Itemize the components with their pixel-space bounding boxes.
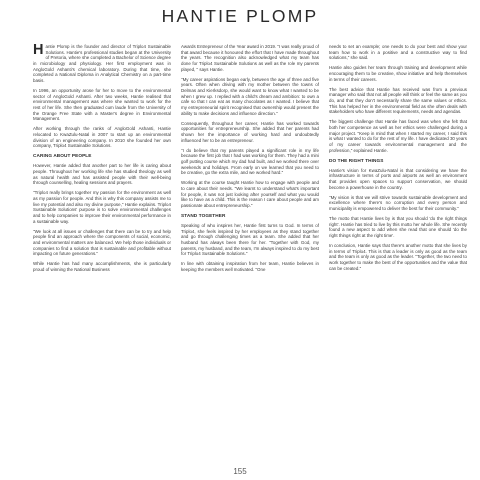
paragraph: Awards Entrepreneur of the Year award in 2019. "I was really proud of that award because it honoured the effort that I have made throughout the years. The recognition also acknowledged what my team has done for Triplo4 Sustainable Solutions as well as the role my parents played, " says Hantie. (181, 44, 319, 72)
paragraph: The best advice that Hantie has received was from a previous manager who said that not all people will think or feel the same as you do, and that they don't necessarily share the same values or ethics. This has helped her in the environmental field as she often deals with stakeholders who have different requirements, needs and agendas. (329, 86, 467, 115)
paragraph: Hantie's vision for KwaZulu-Natal is that considering we have the infrastructure in terms of ports and airports as well an environment that provides open spaces to support conservation, we should become a powerhouse in the country. (329, 167, 467, 190)
paragraph: "We look at all issues or challenges that there can be to try and help people find an approach where the components of social, economic, and environmental matters are balanced. We help those individuals or companies to find a solution that is sustainable and profitable without impacting on future generations." (33, 228, 171, 257)
paragraph: "I do believe that my parents played a significant role in my life because the first job that I had was working for them. They had a mini golf putting course which my dad had built, and we worked there over weekends and holidays. From early on we learned that you need to be creative, go the extra mile, and we worked hard." (181, 147, 319, 176)
paragraph: Hantie also guides her team through training and development while encouraging them to be creative, show initiative and help themselves in terms of their careers. (329, 65, 467, 82)
section-heading: DO THE RIGHT THINGS (329, 157, 384, 163)
text-column-1 (33, 44, 171, 277)
paragraph: Speaking of who inspires her, Hantie first turns to God. In terms of Triplo4, she feels inspired by her employees as they stand together and go through challenging times as a team. She added that her husband has always been there for her. "Together with God, my parents, my husband, and the team, I'm always inspired to do my best for Triplo4 Sustainable Solutions." (181, 223, 319, 257)
paragraph: In line with obtaining inspiration from her team, Hantie believes in keeping the members well motivated. "One (181, 261, 319, 273)
paragraph: "My vision is that we will strive towards sustainable development and excellence where there's no corruption and every person and municipality is empowered to deliver the best for their community." (329, 194, 467, 212)
paragraph: The biggest challenge that Hantie has faced was when she felt that both her competence as well as her ethics were challenged during a major project. "Keep in mind that when I started my career, I said this is what I wanted to do for the rest of my life. I have dedicated 30 years of my career towards environmental management and the profession," explained Hantie. (329, 119, 467, 153)
drop-cap: H (33, 42, 44, 58)
text-column-3 (329, 44, 467, 276)
text-column-2 (181, 44, 319, 277)
section-heading: CARING ABOUT PEOPLE (33, 153, 92, 159)
section-heading: STAND TOGETHER (181, 213, 226, 219)
paragraph: While Hantie has had many accomplishments, she is particularly proud of winning the National Business (33, 261, 171, 273)
paragraph: The motto that Hantie lives by is that you should 'do the right things right'. Hantie has tried to live by this motto her whole life. She recently found a new aspect to add when she read that one should 'do the right things right at the right time'. (329, 216, 467, 239)
paragraph: However, Hantie added that another part to her life is caring about people. Throughout her working life she has studied theology as well as natural health and has assisted people with their well-being through counselling, healing sessions and prayers. (33, 163, 171, 186)
paragraph-text: antie Plomp is the founder and director of Triplo4 Sustainable Solutions. Hantie's professional studies began at the University of Pretoria, where she completed a Bachelor of Science degree in microbiology and physiology. Her first employment was in AngloGold Ashanti's chemical laboratory. During that time, she completed a National Diploma in Analytical Chemistry on a part-time basis. (33, 44, 171, 83)
paragraph: In 1996, an opportunity arose for her to move to the environmental sector of AngloGold Ashanti. After two weeks, Hantie realised that environmental management was where she wanted to work for the rest of her life. She then graduated cum laude from the University of the Orange Free State with a Master's degree in Environmental Management. (33, 87, 171, 122)
paragraph: Consequently, throughout her career, Hantie has worked towards opportunities for entrepreneurship. She added that her parents had shown her the importance of working hard and undoubtedly influenced her to be an entrepreneur. (181, 120, 319, 143)
paragraph: "Triplo4 really brings together my passion for the environment as well as my passion for people. And this is why this company assists me to live my potential and also my divine purpose," Hantie explains. Triplo4 Sustainable Solutions' purpose is to solve environmental challenges and to help companies to improve their environmental performance in a sustainable way. (33, 190, 171, 224)
paragraph: Working at the course taught Hantie how to engage with people and to care about their needs. "We learnt to understand what's important for people, it was not just looking after yourself and what you would like to have as a child. This is the reason I care about people and am passionate about entrepreneurship." (181, 180, 319, 208)
page-title: HANTIE PLOMP (161, 6, 319, 26)
page-number: 155 (233, 467, 247, 476)
paragraph: After working through the ranks of AngloGold Ashanti, Hantie relocated to KwaZulu-Natal in 2007 to start up an environmental division of an engineering company. In 2010 she founded her own company, Triplo4 Sustainable Solutions. (33, 126, 171, 149)
paragraph: In conclusion, Hantie says that there's another motto that she lives by in terms of Triplo4. This is that a leader is only as good as the team and the team is only as good as the leader. "Together, the two need to work together to make the best of the opportunities and the value that can be created." (329, 243, 467, 271)
paragraph (33, 44, 171, 84)
paragraph: "My career aspirations began early, between the age of three and five years. Often when driving with my mother between the towns of Delmas and Kierksdorp, she would want to know what I wanted to be when I grew up. I replied with a child's dream and ambition: to own a cafe so that I can eat as many chocolates as I wanted. I believe that my entrepreneurial spirit recognised that ownership would present the ability to make decisions and influence direction." (181, 76, 319, 116)
paragraph: needs to set an example; one needs to do your best and show your team how to work in a positive and a constructive way to find solutions," she said. (329, 44, 467, 61)
